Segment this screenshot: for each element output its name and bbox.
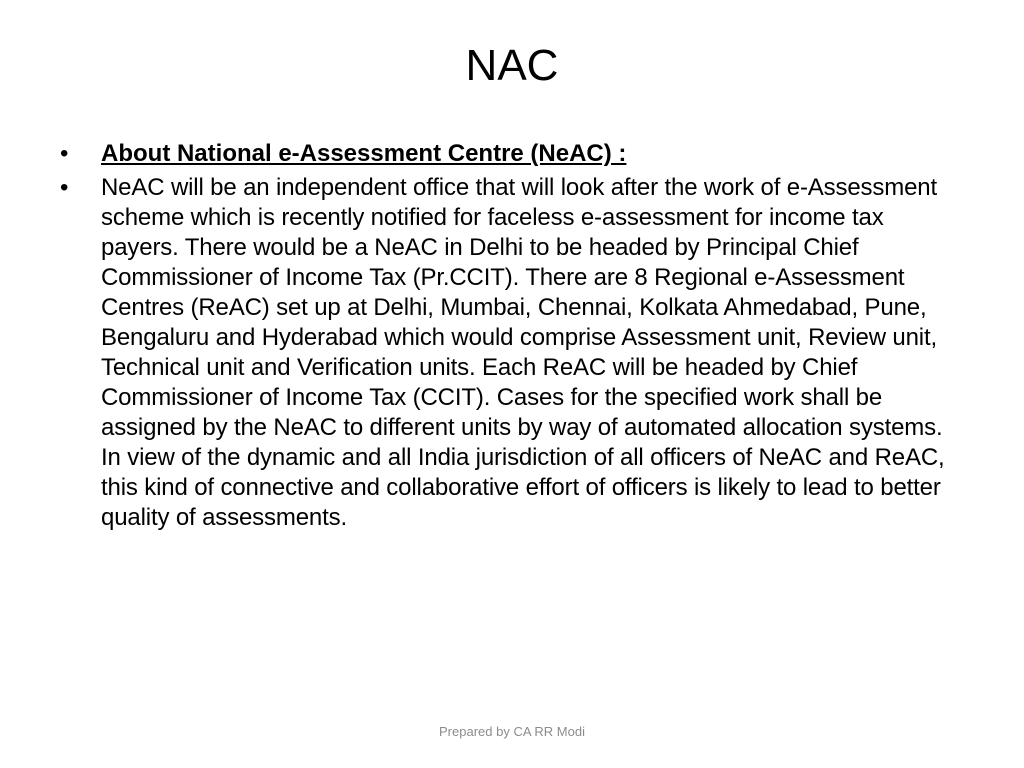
bullet-dot-icon: • [60,174,69,201]
slide-title: NAC [465,41,559,90]
bullet-item-heading [60,139,965,169]
footer-credit: Prepared by CA RR Modi [439,724,585,739]
bullet-item-description [60,173,965,533]
section-heading: About National e-Assessment Centre (NeAC) : [101,140,627,167]
description-paragraph: NeAC will be an independent office that will look after the work of e-Assessment scheme which is recently notified for faceless e-assessment for income tax payers. There would be a NeAC in Delhi to be headed by Principal Chief Commissioner of Income Tax (Pr.CCIT). There are 8 Regional e-Assessment Centres (ReAC) set up at Delhi, Mumbai, Chennai, Kolkata Ahmedabad, Pune, Bengaluru and Hyderabad which would comprise Assessment unit, Review unit, Technical unit and Verification units. Each ReAC will be headed by Chief Commissioner of Income Tax (CCIT). Cases for the specified work shall be assigned by the NeAC to different units by way of automated allocation systems. In view of the dynamic and all India jurisdiction of all officers of NeAC and ReAC, this kind of connective and collaborative effort of officers is likely to lead to better quality of assessments. [101,174,945,531]
bullet-list [60,139,965,537]
bullet-dot-icon: • [60,140,69,167]
